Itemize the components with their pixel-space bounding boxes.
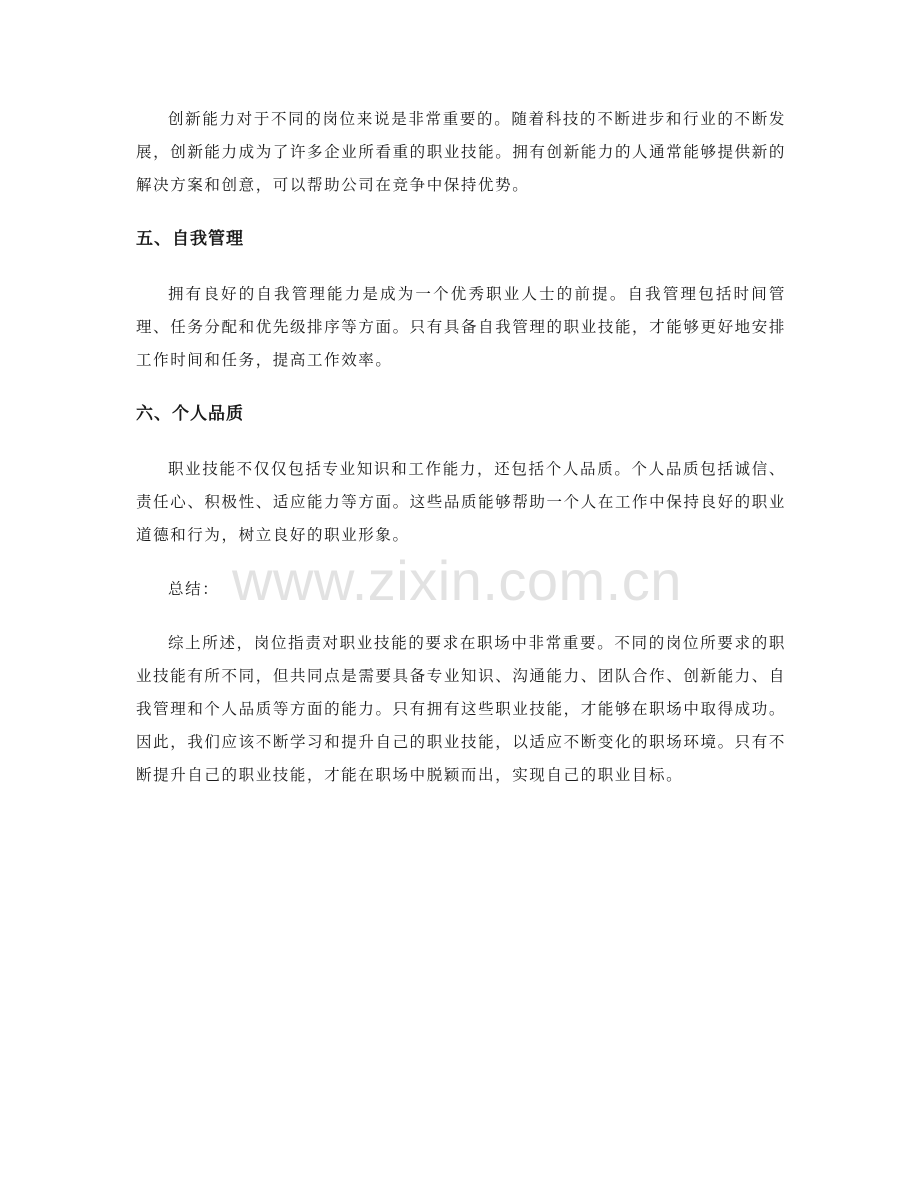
watermark: www.zixin.com.cn: [232, 549, 682, 612]
document-body: [136, 103, 786, 792]
paragraph-personal-quality: 职业技能不仅仅包括专业知识和工作能力，还包括个人品质。个人品质包括诚信、责任心、积极性、适应能力等方面。这些品质能够帮助一个人在工作中保持良好的职业道德和行为，树立良好的职业形象。: [136, 460, 786, 544]
summary-label: 总结：: [168, 580, 220, 598]
heading-self-management: 五、自我管理: [136, 229, 244, 249]
paragraph-self-management: 拥有良好的自我管理能力是成为一个优秀职业人士的前提。自我管理包括时间管理、任务分配和优先级排序等方面。只有具备自我管理的职业技能，才能够更好地安排工作时间和任务，提高工作效率。: [136, 285, 786, 369]
heading-personal-quality: 六、个人品质: [136, 404, 244, 424]
paragraph-summary: 综上所述，岗位指责对职业技能的要求在职场中非常重要。不同的岗位所要求的职业技能有所不同，但共同点是需要具备专业知识、沟通能力、团队合作、创新能力、自我管理和个人品质等方面的能力。只有拥有这些职业技能，才能够在职场中取得成功。因此，我们应该不断学习和提升自己的职业技能，以适应不断变化的职场环境。只有不断提升自己的职业技能，才能在职场中脱颖而出，实现自己的职业目标。: [136, 634, 786, 784]
paragraph-innovation: 创新能力对于不同的岗位来说是非常重要的。随着科技的不断进步和行业的不断发展，创新能力成为了许多企业所看重的职业技能。拥有创新能力的人通常能够提供新的解决方案和创意，可以帮助公司在竞争中保持优势。: [136, 110, 786, 194]
